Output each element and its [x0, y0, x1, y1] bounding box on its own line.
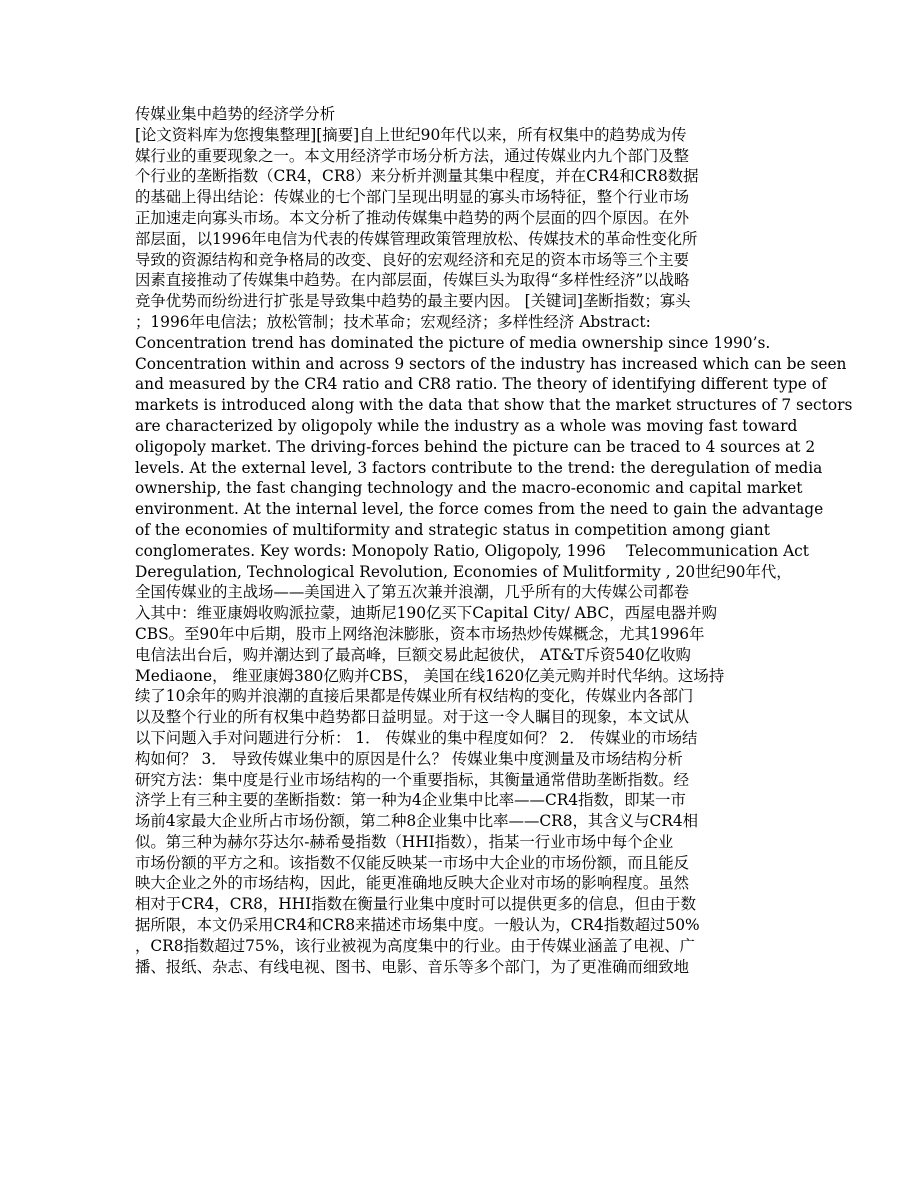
text-line: 据所限，本文仍采用CR4和CR8来描述市场集中度。一般认为，CR4指数超过50%: [135, 916, 700, 935]
text-line: Deregulation, Technological Revolution, Economies of Mulitformity , 20世纪90年代，: [135, 562, 792, 581]
text-line: environment. At the internal level, the force comes from the need to gain the advantage: [135, 500, 824, 519]
text-line: 映大企业之外的市场结构，因此，能更准确地反映大企业对市场的影响程度。虽然: [135, 874, 690, 893]
text-line: 济学上有三种主要的垄断指数：第一种为4企业集中比率——CR4指数，即某一市: [135, 791, 686, 810]
text-line: 媒行业的重要现象之一。本文用经济学市场分析方法，通过传媒业内九个部门及整: [135, 146, 690, 165]
text-line: conglomerates. Key words: Monopoly Ratio, Oligopoly, 1996 Telecommunication Act: [135, 541, 809, 560]
document-text: [135, 125, 853, 978]
text-line: ownership, the fast changing technology and the macro-economic and capital market: [135, 479, 803, 498]
text-line: 电信法出台后，购并潮达到了最高峰，巨额交易此起彼伏， AT&T斥资540亿收购: [135, 645, 691, 664]
text-line: 相对于CR4，CR8，HHI指数在衡量行业集中度时可以提供更多的信息，但由于数: [135, 895, 696, 914]
text-line: 市场份额的平方之和。该指数不仅能反映某一市场中大企业的市场份额，而且能反: [135, 853, 690, 872]
text-line: of the economies of multiformity and strategic status in competition among giant: [135, 520, 770, 539]
document-title: 传媒业集中趋势的经济学分析: [135, 105, 336, 123]
text-line: 部层面，以1996年电信为代表的传媒管理政策管理放松、传媒技术的革命性变化所: [135, 229, 698, 248]
text-line: 的基础上得出结论：传媒业的七个部门呈现出明显的寡头市场特征，整个行业市场: [135, 188, 690, 207]
text-line: 全国传媒业的主战场——美国进入了第五次兼并浪潮，几乎所有的大传媒公司都卷: [135, 583, 690, 602]
text-line: 续了10余年的购并浪潮的直接后果都是传媒业所有权结构的变化，传媒业内各部门: [135, 687, 694, 706]
text-line: 因素直接推动了传媒集中趋势。在内部层面，传媒巨头为取得“多样性经济”以战略: [135, 271, 690, 290]
text-line: levels. At the external level, 3 factors contribute to the trend: the deregulation of media: [135, 458, 823, 477]
text-line: 入其中：维亚康姆收购派拉蒙，迪斯尼190亿买下Capital City/ ABC，西屋电器并购: [135, 604, 717, 623]
text-line: markets is introduced along with the data that show that the market structures of 7 sectors: [135, 396, 853, 415]
text-line: Concentration within and across 9 sectors of the industry has increased which can be seen: [135, 354, 847, 373]
text-line: 研究方法：集中度是行业市场结构的一个重要指标，其衡量通常借助垄断指数。经: [135, 770, 690, 789]
text-line: 正加速走向寡头市场。本文分析了推动传媒集中趋势的两个层面的四个原因。在外: [135, 208, 690, 227]
text-line: oligopoly market. The driving-forces behind the picture can be traced to 4 sources at 2: [135, 437, 816, 456]
text-line: ；1996年电信法；放松管制；技术革命；宏观经济；多样性经济 Abstract:: [135, 312, 651, 331]
text-line: [论文资料库为您搜集整理][摘要]自上世纪90年代以来，所有权集中的趋势成为传: [135, 125, 687, 144]
text-line: and measured by the CR4 ratio and CR8 ratio. The theory of identifying different type of: [135, 375, 827, 394]
document-body: [135, 104, 853, 977]
text-line: 播、报纸、杂志、有线电视、图书、电影、音乐等多个部门，为了更准确而细致地: [135, 957, 690, 976]
text-line: Concentration trend has dominated the picture of media ownership since 1990’s.: [135, 333, 771, 352]
text-line: Mediaone， 维亚康姆380亿购并CBS， 美国在线1620亿美元购并时代华纳。这场持: [135, 666, 725, 685]
text-line: are characterized by oligopoly while the industry as a whole was moving fast toward: [135, 416, 798, 435]
text-line: 个行业的垄断指数（CR4，CR8）来分析并测量其集中程度，并在CR4和CR8数据: [135, 167, 699, 186]
text-line: 竞争优势而纷纷进行扩张是导致集中趋势的最主要内因。 [关键词]垄断指数；寡头: [135, 292, 691, 311]
text-line: 以及整个行业的所有权集中趋势都日益明显。对于这一令人瞩目的现象，本文试从: [135, 708, 690, 727]
text-line: 似。第三种为赫尔芬达尔-赫希曼指数（HHI指数），指某一行业市场中每个企业: [135, 832, 674, 851]
text-line: 场前4家最大企业所占市场份额，第二种8企业集中比率——CR8，其含义与CR4相: [135, 812, 699, 831]
text-line: 以下问题入手对问题进行分析： 1． 传媒业的集中程度如何？ 2． 传媒业的市场结: [135, 728, 698, 747]
text-line: ，CR8指数超过75%，该行业被视为高度集中的行业。由于传媒业涵盖了电视、广: [135, 936, 695, 955]
text-line: 构如何？ 3． 导致传媒业集中的原因是什么？ 传媒业集中度测量及市场结构分析: [135, 749, 683, 768]
text-line: CBS。至90年中后期，股市上网络泡沫膨胀，资本市场热炒传媒概念，尤其1996年: [135, 624, 705, 643]
text-line: 导致的资源结构和竞争格局的改变、良好的宏观经济和充足的资本市场等三个主要: [135, 250, 690, 269]
